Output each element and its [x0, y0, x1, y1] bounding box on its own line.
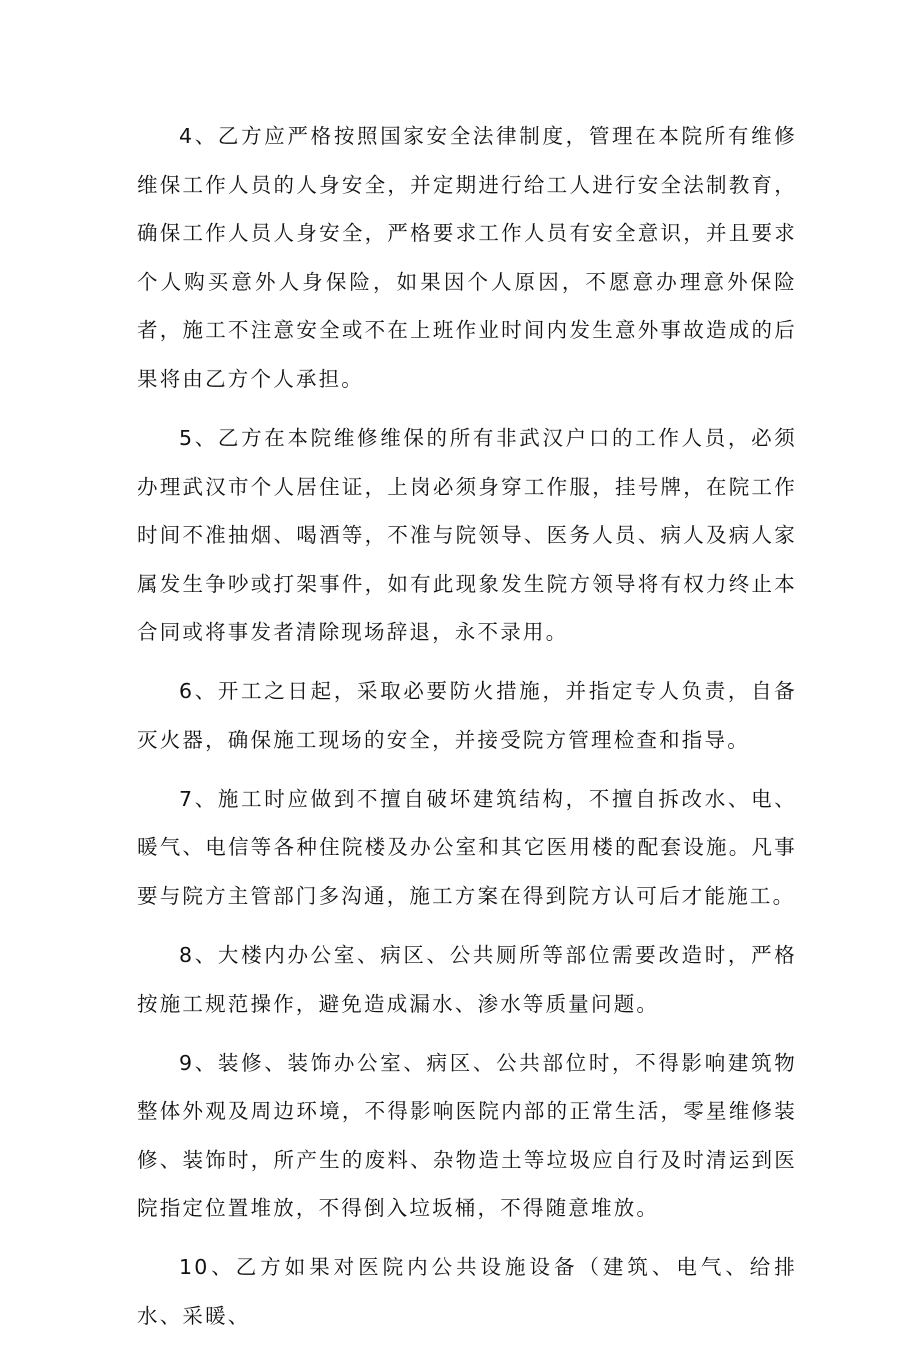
clause-10-paragraph: 10、乙方如果对医院内公共设施设备（建筑、电气、给排水、采暖、: [137, 1255, 797, 1328]
clause-8-paragraph: 8、大楼内办公室、病区、公共厕所等部位需要改造时，严格按施工规范操作，避免造成漏水、渗水等质量问题。: [137, 943, 797, 1016]
clause-4-paragraph: 4、乙方应严格按照国家安全法律制度，管理在本院所有维修维保工作人员的人身安全，并定期进行给工人进行安全法制教育，确保工作人员人身安全，严格要求工作人员有安全意识，并且要求个人购买意外人身保险，如果因个人原因，不愿意办理意外保险者，施工不注意安全或不在上班作业时间内发生意外事故造成的后果将由乙方个人承担。: [137, 124, 797, 391]
clause-7-paragraph: 7、施工时应做到不擅自破坏建筑结构，不擅自拆改水、电、暖气、电信等各种住院楼及办公室和其它医用楼的配套设施。凡事要与院方主管部门多沟通，施工方案在得到院方认可后才能施工。: [137, 786, 797, 909]
clause-5-paragraph: 5、乙方在本院维修维保的所有非武汉户口的工作人员，必须办理武汉市个人居住证，上岗必须身穿工作服，挂号牌，在院工作时间不准抽烟、喝酒等，不准与院领导、医务人员、病人及病人家属发生争吵或打架事件，如有此现象发生院方领导将有权力终止本合同或将事发者清除现场辞退，永不录用。: [137, 425, 797, 645]
clause-9-paragraph: 9、装修、装饰办公室、病区、公共部位时，不得影响建筑物整体外观及周边环境，不得影响医院内部的正常生活，零星维修装修、装饰时，所产生的废料、杂物造土等垃圾应自行及时清运到医院指定位置堆放，不得倒入垃坂桶，不得随意堆放。: [137, 1050, 797, 1221]
document-body: [137, 112, 797, 1351]
clause-6-paragraph: 6、开工之日起，采取必要防火措施，并指定专人负责，自备灭火器，确保施工现场的安全，并接受院方管理检查和指导。: [137, 679, 797, 752]
